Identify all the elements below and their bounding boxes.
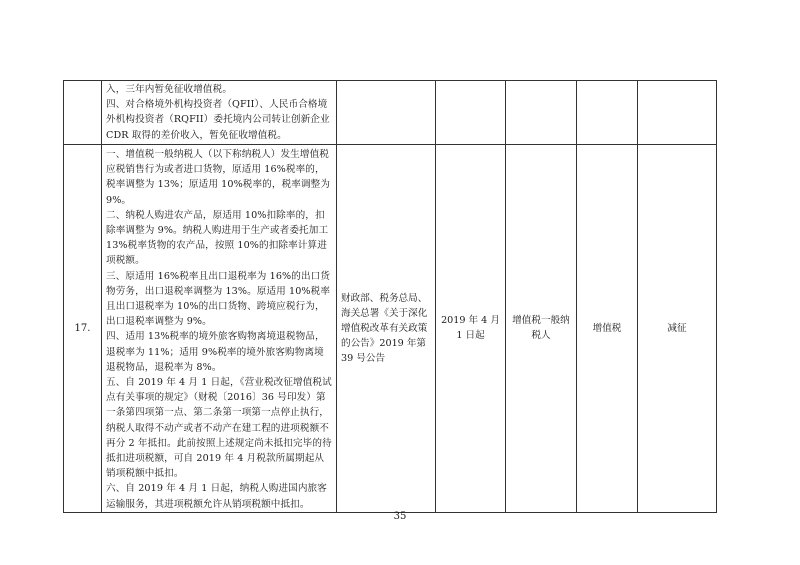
policy-basis-cell [337, 81, 436, 145]
table-row-17 [64, 145, 717, 513]
effective-date-cell [436, 145, 506, 513]
relief-method-text: 减征 [667, 322, 687, 334]
row-number-cell [64, 145, 102, 513]
policy-content-text: 一、增值税一般纳税人（以下称纳税人）发生增值税应税销售行为或者进口货物，原适用 16%税率的，税率调整为 13%；原适用 10%税率的，税率调整为 9%。 二、纳税人购进农产品，原适用 10%扣除率的，扣除率调整为 9%。纳税人购进用于生产或者委托加工 13%税率货物的农产品，按照 10%的扣除率计算进项税额。 三、原适用 16%税率且出口退税率为 16%的出口货物劳务，出口退税率调整为 13%。原适用 10%税率且出口退税率为 10%的出口货物、跨境应税行为，出口退税率调整为 9%。 四、适用 13%税率的境外旅客购物离境退税物品，退税率为 11%；适用 9%税率的境外旅客购物离境退税物品，退税率为 8%。 五、自 2019 年 4 月 1 日起，《营业税改征增值税试点有关事项的规定》（财税〔2016〕36 号印发）第一条第四项第一点、第二条第一项第一点停止执行，纳税人取得不动产或者不动产在建工程的进项税额不再分 2 年抵扣。此前按照上述规定尚未抵扣完毕的待抵扣进项税额，可自 2019 年 4 月税款所属期起从销项税额中抵扣。 六、自 2019 年 4 月 1 日起，纳税人购进国内旅客运输服务，其进项税额允许从销项税额中抵扣。 [106, 149, 332, 510]
taxpayer-subject-text: 增值税一般纳税人 [512, 315, 570, 342]
tax-policy-table [63, 80, 717, 513]
policy-content-cell [102, 81, 337, 145]
row-number: 17. [74, 322, 91, 334]
effective-date-cell [436, 81, 506, 145]
policy-basis-text: 财政部、税务总局、海关总署《关于深化增值税改革有关政策的公告》2019 年第 39 号公告 [341, 292, 428, 364]
relief-method-cell [638, 81, 717, 145]
taxpayer-subject-cell [506, 81, 577, 145]
policy-basis-cell [337, 145, 436, 513]
relief-method-cell [638, 145, 717, 513]
row-number-cell [64, 81, 102, 145]
policy-content-cell [102, 145, 337, 513]
policy-content-text: 入，三年内暂免征收增值税。 四、对合格境外机构投资者（QFII）、人民币合格境外机构投资者（RQFII）委托境内公司转让创新企业 CDR 取得的差价收入，暂免征收增值税。 [106, 84, 330, 141]
taxpayer-subject-cell [506, 145, 577, 513]
table-row-continuation [64, 81, 717, 145]
page-number: 35 [393, 511, 407, 522]
tax-type-text: 增值税 [592, 322, 622, 334]
effective-date-text: 2019 年 4 月 1 日起 [441, 315, 500, 342]
tax-type-cell [577, 81, 638, 145]
tax-type-cell [577, 145, 638, 513]
